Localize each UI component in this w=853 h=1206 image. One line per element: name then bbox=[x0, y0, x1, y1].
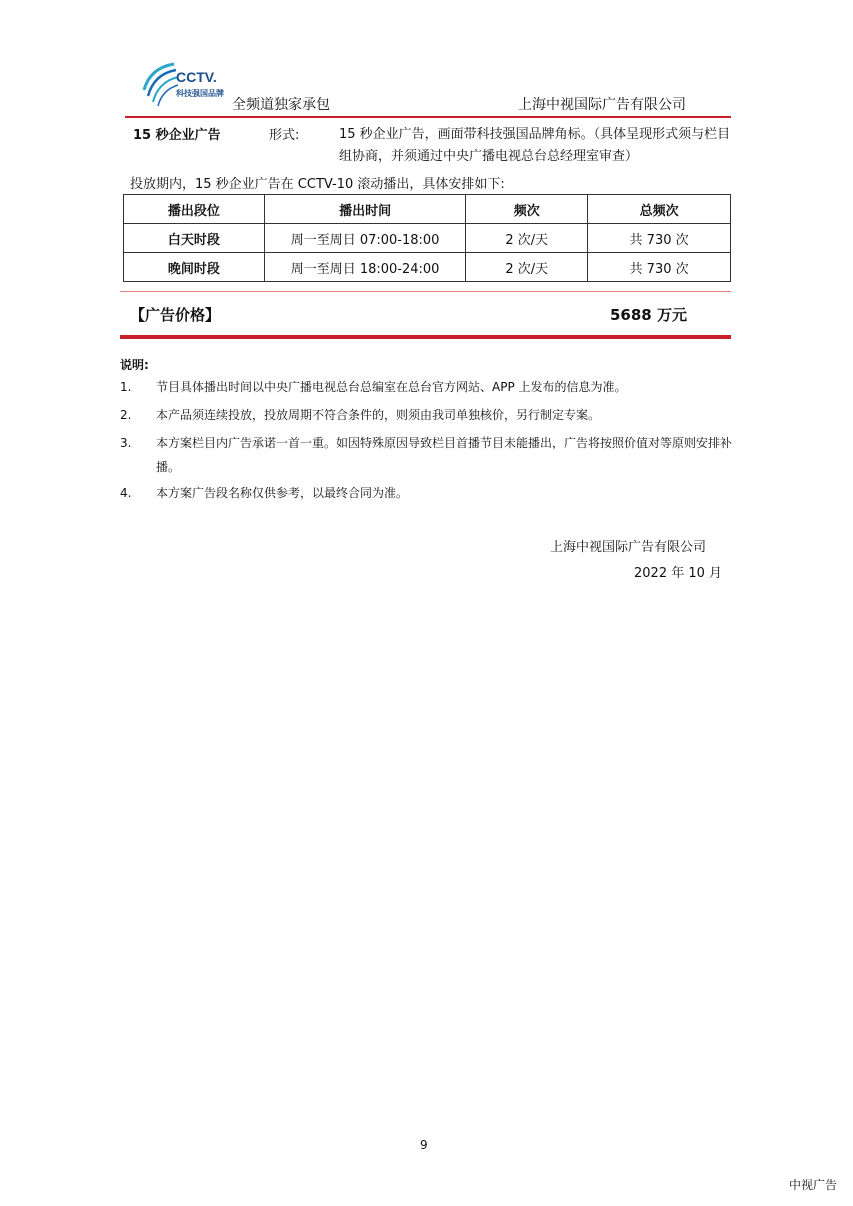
table-header: 播出时间 bbox=[264, 195, 466, 224]
table-cell: 共 730 次 bbox=[588, 253, 731, 282]
note-number: 4. bbox=[120, 486, 132, 500]
table-cell: 2 次/天 bbox=[466, 224, 588, 253]
table-row bbox=[124, 224, 731, 253]
table-row bbox=[124, 253, 731, 282]
notes-title: 说明: bbox=[120, 358, 149, 372]
table-cell: 白天时段 bbox=[124, 224, 265, 253]
note-number: 2. bbox=[120, 408, 132, 422]
header-divider bbox=[125, 116, 731, 118]
signature-date: 2022 年 10 月 bbox=[634, 566, 723, 581]
note-text: 节目具体播出时间以中央广播电视总台总编室在总台官方网站、APP 上发布的信息为准。 bbox=[156, 380, 627, 394]
cctv-logo bbox=[140, 60, 240, 106]
header-left-text: 全频道独家承包 bbox=[232, 97, 330, 113]
price-label: 【广告价格】 bbox=[130, 306, 221, 324]
note-text: 本产品须连续投放，投放周期不符合条件的，则须由我司单独核价，另行制定专案。 bbox=[156, 408, 601, 422]
header-right-text: 上海中视国际广告有限公司 bbox=[518, 97, 686, 113]
table-cell: 共 730 次 bbox=[588, 224, 731, 253]
table-header: 播出段位 bbox=[124, 195, 265, 224]
ad-title: 15 秒企业广告 bbox=[133, 128, 221, 143]
cctv-swoosh-icon bbox=[140, 60, 240, 106]
table-header: 总频次 bbox=[588, 195, 731, 224]
logo-subtext: 科技强国品牌 bbox=[176, 89, 224, 98]
table-header: 频次 bbox=[466, 195, 588, 224]
table-cell: 周一至周日 18:00-24:00 bbox=[264, 253, 466, 282]
price-divider-bottom bbox=[120, 335, 731, 339]
logo-text: CCTV. bbox=[176, 69, 217, 85]
table-cell: 晚间时段 bbox=[124, 253, 265, 282]
form-description: 15 秒企业广告，画面带科技强国品牌角标。（具体呈现形式须与栏目组协商，并须通过中央广播电视总台总经理室审查） bbox=[339, 127, 731, 164]
schedule-intro: 投放期内，15 秒企业广告在 CCTV-10 滚动播出，具体安排如下: bbox=[130, 177, 505, 192]
table-header-row bbox=[124, 195, 731, 224]
price-value: 5688 万元 bbox=[610, 306, 687, 324]
note-number: 3. bbox=[120, 436, 132, 450]
note-text: 本方案广告段名称仅供参考，以最终合同为准。 bbox=[156, 486, 409, 500]
table-cell: 周一至周日 07:00-18:00 bbox=[264, 224, 466, 253]
form-label: 形式: bbox=[269, 128, 300, 143]
schedule-table bbox=[123, 194, 731, 282]
watermark-text: 中视广告 bbox=[789, 1178, 838, 1192]
note-number: 1. bbox=[120, 380, 132, 394]
note-text: 本方案栏目内广告承诺一首一重。如因特殊原因导致栏目首播节目未能播出，广告将按照价值对等原则安排补播。 bbox=[156, 436, 733, 474]
price-divider-top bbox=[120, 291, 731, 292]
page-number: 9 bbox=[420, 1138, 428, 1152]
signature-company: 上海中视国际广告有限公司 bbox=[550, 540, 707, 555]
table-cell: 2 次/天 bbox=[466, 253, 588, 282]
